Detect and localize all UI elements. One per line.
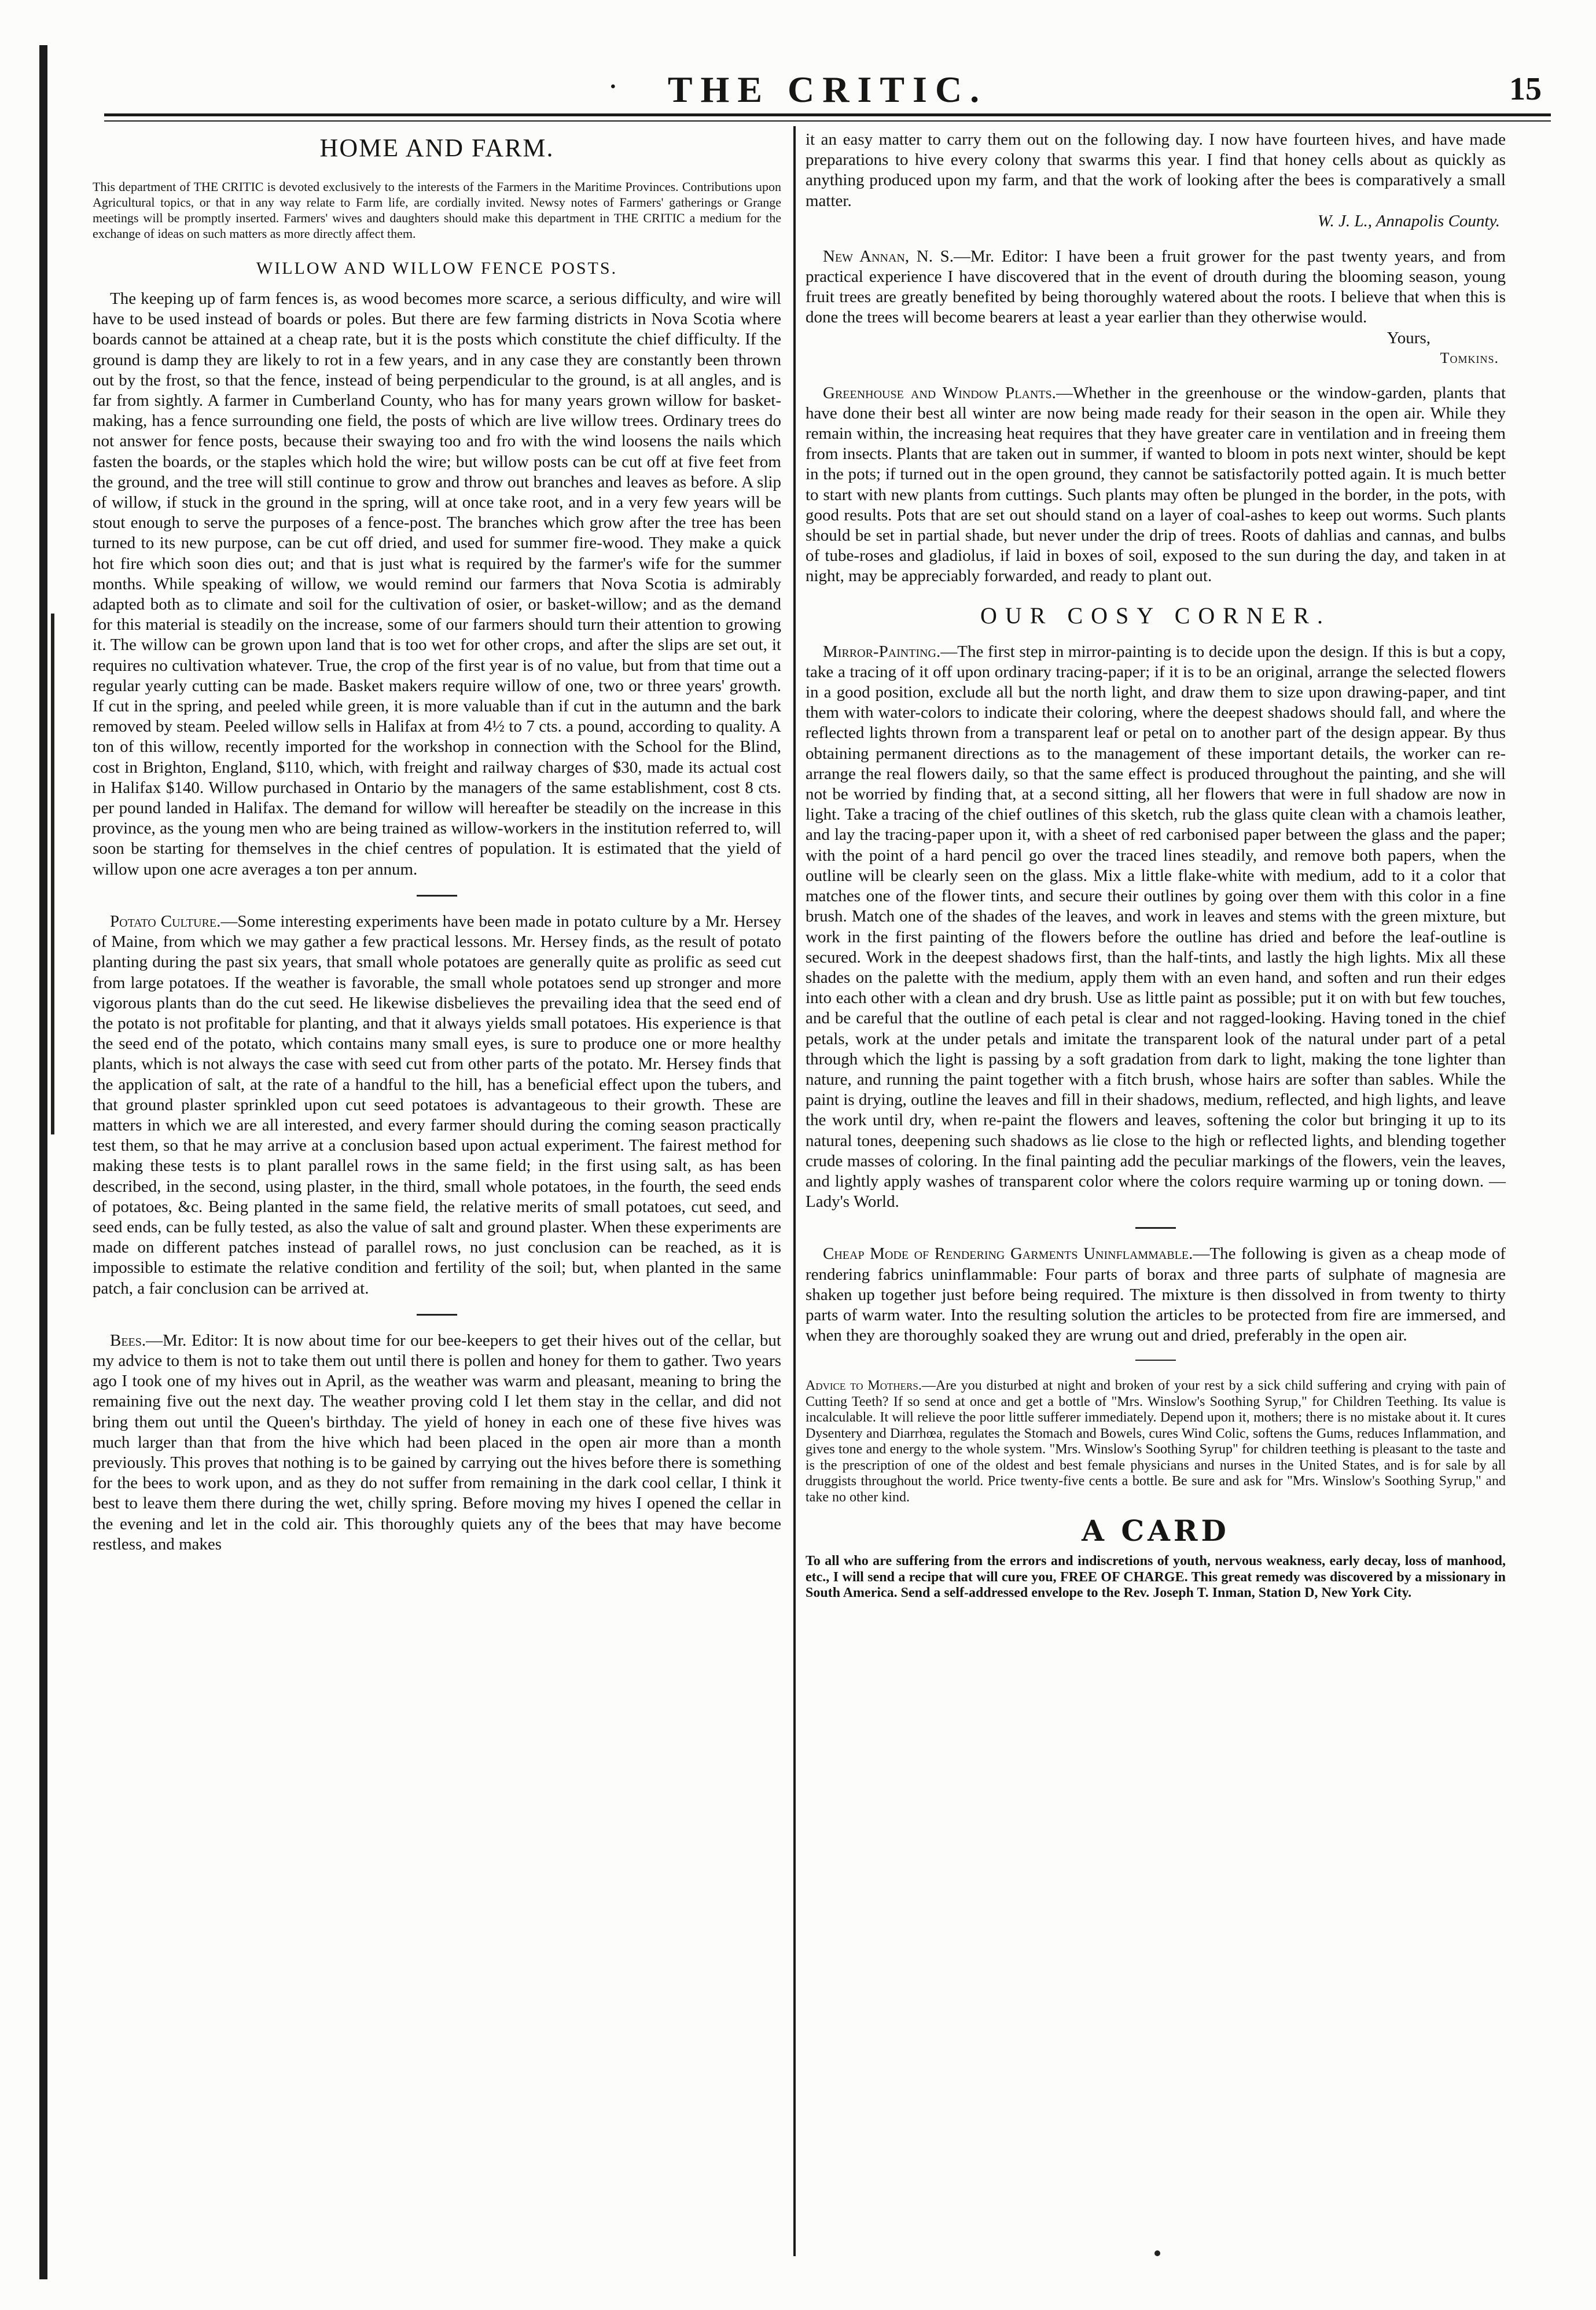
cheap-text: —The following is given as a cheap mode of rendering fabrics uninflammable: Four parts of borax and three parts of sulphate of magnesia are shaken up together just before being required. The mixture is then dissolved in from twenty to thirty parts of warm water. Into the resulting solution the articles to be protected from fire are immersed, and when they are thoroughly soaked they are wrung out and dried, preferably in the open air. — [806, 1244, 1506, 1345]
advice-to-mothers-ad — [806, 1378, 1506, 1505]
binding-edge-inner — [51, 614, 54, 1134]
bees-text: —Mr. Editor: It is now about time for our bee-keepers to get their hives out of the cellar, but my advice to them is not to take them out until there is pollen and honey for them to gather. Two years ago I took one of my hives out in April, as the weather was warm and pleasant, meaning to bring the remaining five out the next day. The weather proving cold I let them stay in the cellar, and did not bring them out until the Queen's birthday. The yield of honey in each one of these five hives was much larger than that from the hive which had been placed in the open air more than a month previously. This proves that nothing is to be gained by carrying out the hives before there is something for the bees to work upon, and as they do not suffer from remaining in the dark cool cellar, I think it best to leave them there during the wet, chilly spring. Before moving my hives I opened the cellar in the evening and let in the cold air. This thoroughly quiets any of the bees that may have become restless, and makes — [93, 1331, 781, 1554]
potato-lead: Potato Culture. — [110, 912, 221, 931]
cheap-lead: Cheap Mode of Rendering Garments Uninflammable. — [823, 1244, 1193, 1264]
new-annan-lead: New Annan, N. S. — [823, 247, 954, 266]
bees-signature: W. J. L., Annapolis County. — [1317, 211, 1500, 230]
potato-article — [93, 912, 781, 1299]
section-title: HOME AND FARM. — [319, 134, 554, 162]
right-column — [806, 130, 1506, 1602]
left-column — [93, 130, 781, 1555]
masthead-dot: · — [608, 69, 619, 105]
page-number: 15 — [1509, 71, 1542, 107]
bees-article — [93, 1331, 781, 1555]
letter-signature: Tomkins. — [1440, 349, 1499, 366]
bees-continued: it an easy matter to carry them out on the following day. I now have fourteen hives, and have made preparations to hive every colony that swarms this year. I find that honey cells about as quickly as anything produced upon my farm, and that the work of looking after the bees is comparatively a small matter. — [806, 130, 1506, 210]
bees-lead: Bees. — [110, 1331, 146, 1350]
masthead-rule-thin — [104, 120, 1551, 122]
advice-text: —Are you disturbed at night and broken of your rest by a sick child suffering and crying with pain of Cutting Teeth? If so send at once and get a bottle of "Mrs. Winslow's Soothing Syrup," for Children Teething. Its value is incalculable. It will relieve the poor little sufferer immediately. Depend upon it, mothers; there is no mistake about it. It cures Dysentery and Diarrhœa, regulates the Stomach and Bowels, cures Wind Colic, softens the Gums, reduces Inflammation, and gives tone and energy to the whole system. "Mrs. Winslow's Soothing Syrup" for children teething is pleasant to the taste and is the prescription of one of the oldest and best female physicians and nurses in the United States, and is for sale by all druggists throughout the world. Price twenty-five cents a bottle. Be sure and ask for "Mrs. Winslow's Soothing Syrup," and take no other kind. — [806, 1378, 1506, 1505]
department-intro: This department of THE CRITIC is devoted exclusively to the interests of the Farmers in the Maritime Provinces. Contributions upon Agricultural topics, or that in any way relate to Farm life, are cordially invited. Newsy notes of Farmers' gatherings or Grange meetings will be promptly inserted. Farmers' wives and daughters should make this department in THE CRITIC a medium for the exchange of ideas on such matters as more directly affect them. — [93, 179, 781, 241]
separator — [417, 895, 457, 897]
advice-lead: Advice to Mothers. — [806, 1378, 922, 1394]
end-mark — [1154, 2250, 1160, 2256]
column-divider — [793, 126, 796, 2256]
article-title: WILLOW AND WILLOW FENCE POSTS. — [256, 259, 618, 278]
separator — [417, 1314, 457, 1316]
cosy-corner-title: OUR COSY CORNER. — [980, 602, 1331, 629]
separator-short — [1135, 1360, 1176, 1361]
masthead-rule — [104, 113, 1551, 116]
new-annan-letter — [806, 247, 1506, 328]
newspaper-title: THE CRITIC. — [667, 69, 988, 110]
greenhouse-article — [806, 383, 1506, 587]
card-text: To all who are suffering from the errors and indiscretions of youth, nervous weakness, early decay, loss of manhood, etc., I will send a recipe that will cure you, FREE OF CHARGE. This great remedy was discovered by a missionary in South America. Send a self-addressed envelope to the Rev. Joseph T. Inman, Station D, New York City. — [806, 1554, 1506, 1601]
new-annan-text: —Mr. Editor: I have been a fruit grower for the past twenty years, and from practical experience I have discovered that in the event of drouth during the blooming season, young fruit trees are greatly benefited by being thoroughly watered about the roots. I believe that when this is done the trees will become bearers at least a year earlier than they otherwise would. — [806, 247, 1506, 327]
mirror-text: —The first step in mirror-painting is to decide upon the design. If this is but a copy, take a tracing of it off upon ordinary tracing-paper; if it is to be an original, arrange the selected flowers in a good position, exclude all but the north light, and draw them to size upon drawing-paper, and tint them with water-colors to indicate their coloring, where the deepest shadows should fall, and where the reflected lights thrown from a transparent leaf or petal on to another part of the design appear. By thus obtaining permanent directions as to the management of these important details, the worker can re-arrange the real flowers daily, so that the same effect is produced throughout the painting, and she will not be worried by finding that, at a second sitting, all her flowers that were in full shadow are now in light. Take a tracing of the chief outlines of this sketch, rub the glass quite clean with a chamois leather, and lay the tracing-paper upon it, with a sheet of red carbonised paper between the glass and the paper; with the point of a hard pencil go over the traced lines steadily, and remove both papers, when the outline will be clearly seen on the glass. Mix a little flake-white with medium, add to it a color that matches one of the flower tints, and secure their outlines by going over them with this color in a fine brush. Match one of the shades of the leaves, and work in leaves and stems with the green mixture, but work in the first painting of the flowers before the outline has dried and before the leaf-outline is secured. Work in the deepest shadows first, than the half-tints, and lastly the high lights. Mix all these shades on the palette with the medium, apply them with an even hand, and soften and run their edges into each other with a clean and dry brush. Use as little paint as possible; put it on with but few touches, and be careful that the outline of each petal is clear and not ragged-looking. Having toned in the chief petals, work at the under petals and imitate the transparent look of the natural under part of a petal through which the light is passing by a soft gradation from dark to light, making the tone lighter than nature, and running the paint together with a fitch brush, whose hairs are softer than sables. While the paint is drying, outline the leaves and fill in their shadows, medium, reflected, and high lights, and leave the work until dry, when re-paint the flowers and leaves, softening the color but bringing it up to its natural tones, deepening such shadows as lie close to the high or reflected lights, and blending together crude masses of coloring. In the final painting add the peculiar markings of the flowers, vein the leaves, and lightly apply washes of transparent color where the colors require warming up or toning down. — Lady's World. — [806, 642, 1506, 1211]
willow-article: The keeping up of farm fences is, as wood becomes more scarce, a serious difficulty, and wire will have to be used instead of boards or poles. But there are few farming districts in Nova Scotia where boards cannot be attained at a cheap rate, but it is the posts which constitute the chief difficulty. If the ground is damp they are likely to rot in a few years, and in any case they are constantly been thrown out by the frost, so that the fence, instead of being perpendicular to the ground, is at all angles, and is far from sightly. A farmer in Cumberland County, who has for many years grown willow for basket-making, has a fence surrounding one field, the posts of which are live willow trees. Ordinary trees do not answer for fence posts, because their swaying too and fro with the wind loosens the nails which fasten the boards, or the staples which hold the wire; but willow posts can be cut off at five feet from the ground, and the tree will still continue to grow and throw out branches and leaves as before. A slip of willow, if stuck in the ground in the spring, will at once take root, and in a very few years will be stout enough to serve the purposes of a fence-post. The branches which grow after the tree has been turned to its new purpose, can be cut off dried, and used for summer fire-wood. They make a quick hot fire which soon dies out; and that is just what is required by the farmer's wife for the summer months. While speaking of willow, we would remind our farmers that Nova Scotia is admirably adapted both as to climate and soil for the cultivation of osier, or basket-willow; and as the demand for this material is steadily on the increase, some of our farmers should turn their attention to growing it. The willow can be grown upon land that is too wet for other crops, and after the slips are set out, it requires no cultivation whatever. True, the crop of the first year is of no value, but from that time out a regular yearly cutting can be made. Basket makers require willow of one, two or three years' growth. If cut in the spring, and peeled while green, it is more valuable than if cut in the autumn and the bark removed by steam. Peeled willow sells in Halifax at from 4½ to 7 cts. a pound, according to quality. A ton of this willow, recently imported for the workshop in connection with the School for the Blind, cost in Brighton, England, $110, which, with freight and railway charges of $30, made its actual cost in Halifax $140. Willow purchased in Ontario by the managers of the same establishment, cost 8 cts. per pound landed in Halifax. The demand for willow will hereafter be steadily on the increase in this province, as the young men who are being trained as willow-workers in the institution referred to, will soon be starting for themselves in the chief centres of population. It is estimated that the yield of willow upon one acre averages a ton per annum. — [93, 289, 781, 879]
potato-text: —Some interesting experiments have been made in potato culture by a Mr. Hersey of Maine, from which we may gather a few practical lessons. Mr. Hersey finds, as the result of potato planting during the past six years, that small whole potatoes are generally quite as prolific as seed cut from large potatoes. If the weather is favorable, the small whole potatoes send up stronger and more vigorous plants than do the cut seed. He likewise disbelieves the prevailing idea that the seed end of the potato is not profitable for planting, and that it always yields small potatoes. His experience is that the seed end of the potato, which contains many small eyes, is sure to produce one or more healthy plants, which is not always the case with seed cut from other parts of the potato. Mr. Hersey finds that the application of salt, at the rate of a handful to the hill, has a beneficial effect upon the tubers, and that ground plaster sprinkled upon cut seed potatoes is advantageous to their growth. These are matters in which we are all interested, and every farmer should during the coming season practically test them, so that he may arrive at a conclusion based upon actual experiment. The fairest method for making these tests is to plant parallel rows in the same field; in the first using salt, as has been described, in the second, using plaster, in the third, small whole potatoes, in the fourth, the seed ends of potatoes, &c. Being planted in the same field, the relative merits of small potatoes, cut seed, and seed ends, can be fully tested, as also the value of salt and ground plaster. When these experiments are made on different patches instead of parallel rows, no just conclusion can be reached, as it is impossible to estimate the relative condition and fertility of the soil; but, when planted in the same patch, a fair conclusion can be arrived at. — [93, 912, 781, 1298]
letter-closing: Yours, — [1387, 328, 1430, 347]
uninflammable-article — [806, 1244, 1506, 1346]
greenhouse-lead: Greenhouse and Window Plants. — [823, 383, 1056, 402]
mirror-lead: Mirror-Painting. — [823, 642, 941, 661]
separator — [1135, 1227, 1176, 1229]
card-title: A CARD — [1082, 1514, 1230, 1548]
greenhouse-text: —Whether in the greenhouse or the window-garden, plants that have done their best all winter are now being made ready for their season in the open air. While they remain within, the increasing heat requires that they have greater care in ventilation and in freeing them from insects. Plants that are taken out in summer, if wanted to bloom in pots next winter, should be kept in the pots; if turned out in the open ground, they cannot be satisfactorily potted again. It is much better to start with new plants from cuttings. Such plants may often be plunged in the border, in the pots, with good results. Pots that are set out should stand on a layer of coal-ashes to keep out worms. Such plants should be set in partial shade, but never under the drip of trees. Roots of dahlias and cannas, and bulbs of tube-roses and gladiolus, if laid in boxes of soil, exposed to the sun during the day, and taken in at night, may be appreciably forwarded, and ready to plant out. — [806, 383, 1506, 586]
mirror-painting-article — [806, 642, 1506, 1213]
masthead — [104, 68, 1551, 115]
binding-edge — [39, 45, 47, 2279]
